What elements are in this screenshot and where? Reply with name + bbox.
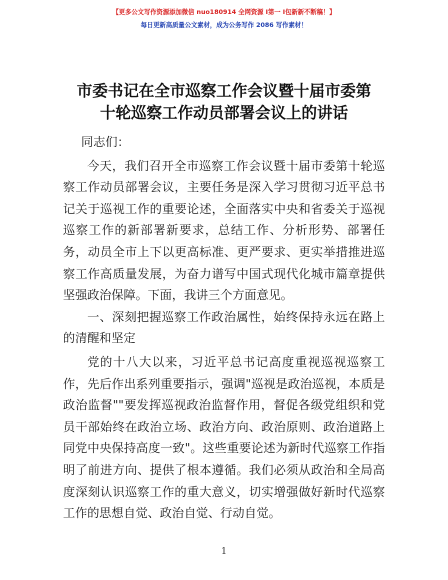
promo-banner — [0, 6, 448, 32]
document-title: 市委书记在全市巡察工作会议暨十届市委第十轮巡察工作动员部署会议上的讲话 — [76, 82, 372, 122]
promo-line-daily-update: 每日更新高质量公文素材，成为公务写作 2086 写作素材！ — [140, 22, 308, 29]
page-number: 1 — [221, 547, 227, 557]
body-paragraph-section-1: 党的十八大以来，习近平总书记高度重视巡视巡察工作，先后作出系列重要指示，强调"巡视是政治巡视，本质是政治监督""要发挥巡视政治监督作用，督促各级党组织和党员干部始终在政治立场、政治方向、政治原则、政治道路上同党中央保持高度一致"。这些重要论述为新时代巡察工作指明了前进方向、提供了根本遵循。我们必须从政治和全局高度深刻认识巡察工作的重大意义，切实增强做好新时代巡察工作的思想自觉、政治自觉、行动自觉。 — [63, 354, 385, 521]
promo-line-wechat: 【更多公文写作资源添加微信 nuo180914 全网资源 I第一 I包新新不断稿！】 — [112, 9, 336, 16]
salutation: 同志们： — [81, 135, 130, 149]
section-heading-1: 一、深刻把握巡察工作政治属性，始终保持永远在路上的清醒和坚定 — [63, 309, 385, 346]
document-body — [63, 132, 385, 525]
body-paragraph-intro: 今天，我们召开全市巡察工作会议暨十届市委第十轮巡察工作动员部署会议，主要任务是深入学习贯彻习近平总书记关于巡视工作的重要论述，全面落实中央和省委关于巡视巡察工作的新部署新要求，总结工作、分析形势、部署任务，动员全市上下以更高标准、更严要求、更实举措推进巡察工作高质量发展，为奋力谱写中国式现代化城市篇章提供坚强政治保障。下面，我讲三个方面意见。 — [63, 158, 385, 303]
